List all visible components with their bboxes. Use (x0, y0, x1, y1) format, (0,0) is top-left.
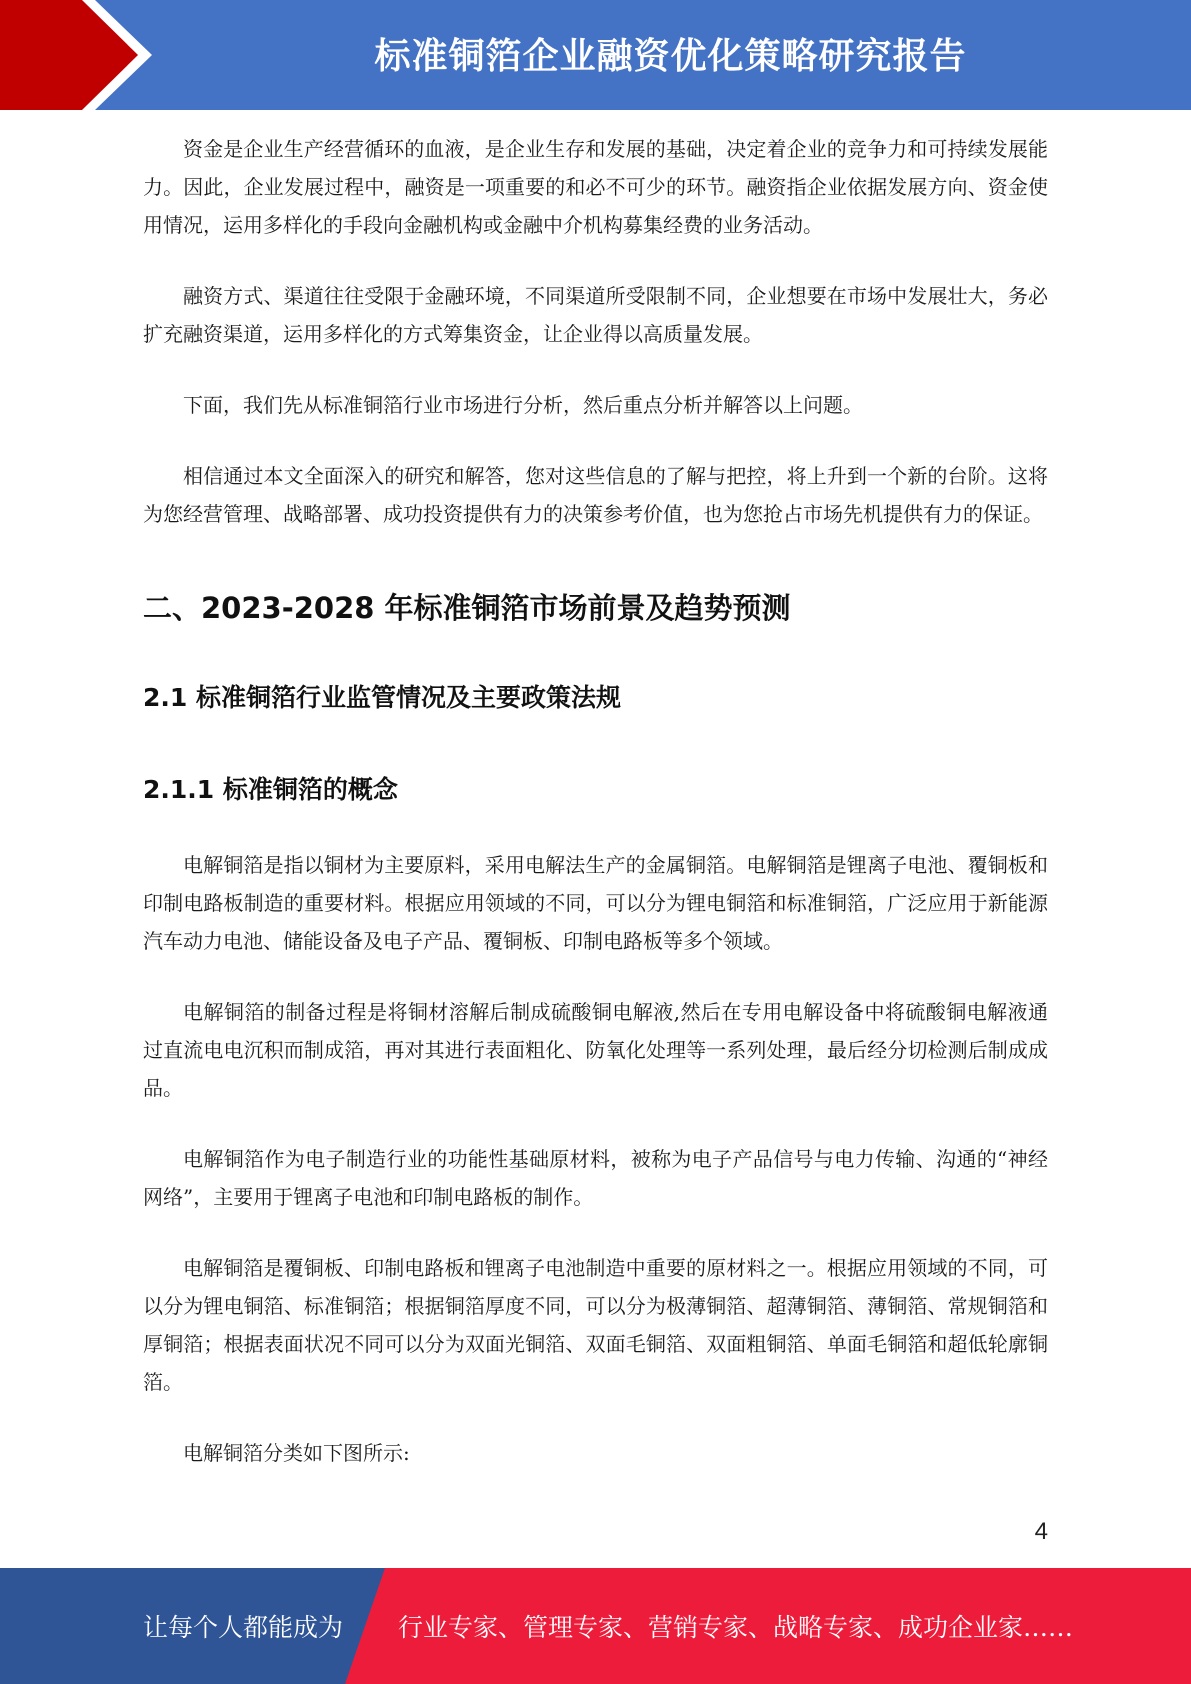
intro-paragraph: 资金是企业生产经营循环的血液，是企业生存和发展的基础，决定着企业的竞争力和可持续发展能力。因此，企业发展过程中，融资是一项重要的和必不可少的环节。融资指企业依据发展方向、资金使用情况，运用多样化的手段向金融机构或金融中介机构募集经费的业务活动。 (143, 137, 1048, 237)
footer-slogan-left: 让每个人都能成为 (143, 1613, 344, 1642)
subsection-heading: 2.1 标准铜箔行业监管情况及主要政策法规 (143, 683, 621, 712)
page-number: 4 (1034, 1518, 1048, 1545)
intro-paragraph: 相信通过本文全面深入的研究和解答，您对这些信息的了解与把控，将上升到一个新的台阶。这将为您经营管理、战略部署、成功投资提供有力的决策参考价值，也为您抢占市场先机提供有力的保证。 (143, 464, 1048, 526)
intro-paragraph: 下面，我们先从标准铜箔行业市场进行分析，然后重点分析并解答以上问题。 (183, 393, 863, 417)
concept-paragraph: 电解铜箔是指以铜材为主要原料，采用电解法生产的金属铜箔。电解铜箔是锂离子电池、覆铜板和印制电路板制造的重要材料。根据应用领域的不同，可以分为锂电铜箔和标准铜箔，广泛应用于新能源汽车动力电池、储能设备及电子产品、覆铜板、印制电路板等多个领域。 (143, 853, 1048, 953)
concept-paragraph: 电解铜箔分类如下图所示: (183, 1441, 410, 1465)
header-title: 标准铜箔企业融资优化策略研究报告 (374, 35, 967, 77)
subsubsection-heading: 2.1.1 标准铜箔的概念 (143, 775, 398, 804)
footer-slogan-right: 行业专家、管理专家、营销专家、战略专家、成功企业家…… (398, 1613, 1074, 1642)
intro-paragraph: 融资方式、渠道往往受限于金融环境，不同渠道所受限制不同，企业想要在市场中发展壮大，务必扩充融资渠道，运用多样化的方式筹集资金，让企业得以高质量发展。 (143, 284, 1048, 346)
page-header (0, 0, 1191, 112)
concept-paragraph: 电解铜箔作为电子制造行业的功能性基础原材料，被称为电子产品信号与电力传输、沟通的“神经网络”，主要用于锂离子电池和印制电路板的制作。 (143, 1147, 1048, 1209)
main-content (143, 130, 1048, 1505)
page-footer (0, 1568, 1191, 1684)
concept-paragraph: 电解铜箔的制备过程是将铜材溶解后制成硫酸铜电解液,然后在专用电解设备中将硫酸铜电解液通过直流电电沉积而制成箔，再对其进行表面粗化、防氧化处理等一系列处理，最后经分切检测后制成成品。 (143, 1000, 1048, 1100)
section-heading: 二、2023-2028 年标准铜箔市场前景及趋势预测 (143, 591, 791, 625)
concept-paragraph: 电解铜箔是覆铜板、印制电路板和锂离子电池制造中重要的原材料之一。根据应用领域的不同，可以分为锂电铜箔、标准铜箔；根据铜箔厚度不同，可以分为极薄铜箔、超薄铜箔、薄铜箔、常规铜箔和厚铜箔；根据表面状况不同可以分为双面光铜箔、双面毛铜箔、双面粗铜箔、单面毛铜箔和超低轮廓铜箔。 (143, 1256, 1048, 1394)
